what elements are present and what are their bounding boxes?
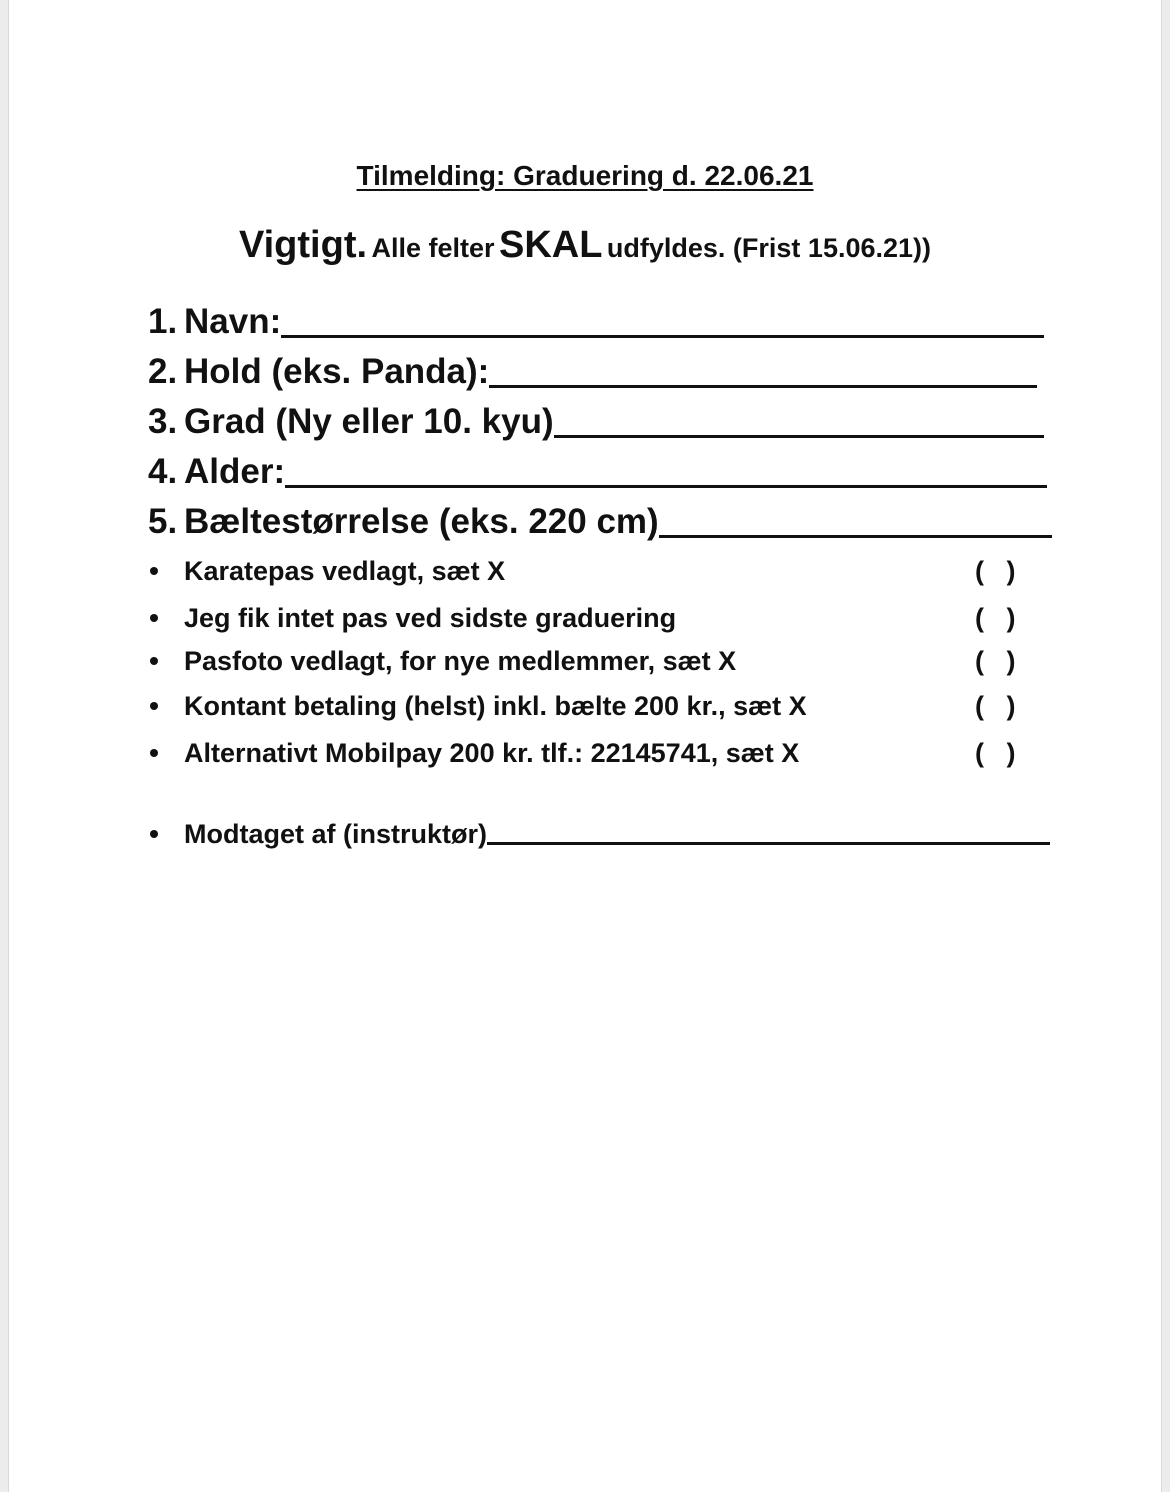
important-word: Vigtigt. (238, 224, 368, 266)
bullet-dot (150, 749, 158, 757)
list-item (148, 735, 799, 771)
checkbox-parens[interactable]: ( ) (975, 737, 1016, 768)
list-item (148, 688, 807, 724)
field-age[interactable] (148, 446, 1047, 492)
bullet-dot (150, 702, 158, 710)
page-title: Tilmelding: Graduering d. 22.06.21 (356, 160, 814, 191)
field-blank-line[interactable] (554, 405, 1044, 438)
bullet-dot (150, 614, 158, 622)
field-label: Hold (eks. Panda): (184, 352, 490, 391)
list-item-label: Alternativt Mobilpay 200 kr. tlf.: 22145741, sæt X (184, 737, 800, 768)
field-number: 1. (148, 302, 178, 341)
list-item (148, 643, 736, 679)
field-grade[interactable] (148, 396, 1044, 442)
checkbox-parens[interactable]: ( ) (975, 645, 1016, 676)
field-name[interactable] (148, 296, 1044, 342)
bullet-dot (150, 657, 158, 665)
field-blank-line[interactable] (489, 355, 1037, 388)
field-number: 2. (148, 352, 178, 391)
bullet-dot (150, 567, 158, 575)
list-item-label: Pasfoto vedlagt, for nye medlemmer, sæt X (184, 645, 737, 676)
field-label: Bæltestørrelse (eks. 220 cm) (184, 502, 659, 541)
bullet-dot (150, 830, 158, 838)
received-by-field[interactable] (148, 816, 1050, 852)
important-text-1: Alle felter (371, 233, 495, 263)
list-item-label: Karatepas vedlagt, sæt X (184, 555, 506, 586)
field-belt-size[interactable] (148, 496, 1052, 542)
field-blank-line[interactable] (659, 505, 1052, 538)
received-by-label: Modtaget af (instruktør) (184, 818, 487, 849)
list-item (148, 600, 676, 636)
field-team[interactable] (148, 346, 1037, 392)
checkbox-parens[interactable]: ( ) (975, 555, 1016, 586)
list-item-label: Kontant betaling (helst) inkl. bælte 200 kr., sæt X (184, 690, 807, 721)
field-number: 5. (148, 502, 178, 541)
checkbox-parens[interactable]: ( ) (975, 690, 1016, 721)
important-notice (0, 222, 1170, 276)
field-blank-line[interactable] (281, 305, 1044, 338)
checkbox-parens[interactable]: ( ) (975, 602, 1016, 633)
field-blank-line[interactable] (285, 455, 1047, 488)
important-text-2: udfyldes. (Frist 15.06.21)) (606, 233, 932, 263)
field-number: 4. (148, 452, 178, 491)
signature-blank-line[interactable] (487, 816, 1050, 845)
field-number: 3. (148, 402, 178, 441)
field-label: Alder: (184, 452, 286, 491)
field-label: Grad (Ny eller 10. kyu) (184, 402, 554, 441)
list-item-label: Jeg fik intet pas ved sidste graduering (184, 602, 677, 633)
field-label: Navn: (184, 302, 282, 341)
list-item (148, 553, 505, 589)
must-word: SKAL (499, 224, 603, 266)
